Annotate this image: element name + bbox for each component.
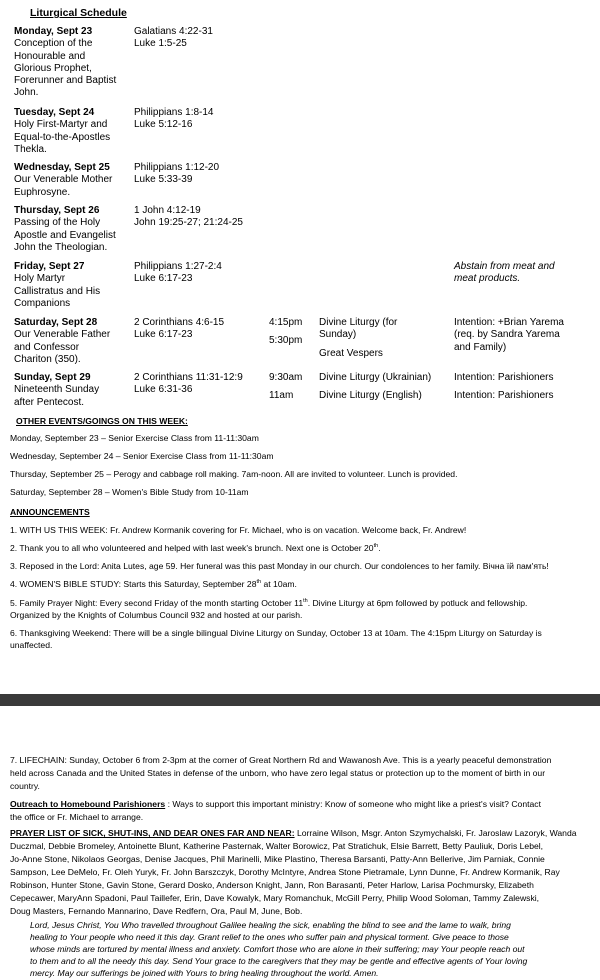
announcement-6: 6. Thanksgiving Weekend: There will be a single bilingual Divine Liturgy on Sunday, October 13 at 10am. The 4:15pm Liturgy on Saturday is — [10, 628, 542, 638]
feast-line: Callistratus and His — [14, 285, 101, 297]
service-name: Divine Liturgy (Ukrainian) — [319, 372, 432, 383]
prayer-list-line: Doug Masters, Fernando Mannarino, Dave Redfern, Ora, Paul M, June, Bob. — [10, 906, 303, 916]
feast-line: Passing of the Holy — [14, 217, 101, 229]
ordinal-suffix: th — [303, 598, 308, 605]
reading: Luke 6:31-36 — [134, 384, 193, 396]
announcement-text: . — [378, 543, 381, 553]
reading: Galatians 4:22-31 — [134, 26, 213, 37]
service-name: Sunday) — [319, 329, 357, 341]
reading: 2 Corinthians 4:6-15 — [134, 317, 225, 328]
intention: and Family) — [454, 341, 507, 353]
reading: Luke 6:17-23 — [134, 273, 193, 285]
day-label: Monday, Sept 23 — [14, 26, 93, 37]
page-divider — [0, 694, 600, 706]
lifechain-line: 7. LIFECHAIN: Sunday, October 6 from 2-3pm at the corner of Great Northern Rd and Wawanosh Ave. This is a yearly peaceful demonstration — [10, 755, 552, 765]
reading: 1 John 4:12-19 — [134, 205, 201, 216]
prayer-list-line: Sampson, Lee DeMelo, Fr. Oleh Yuryk, Fr. John Barszczyk, Dorothy McIntyre, Andrea Stone Pietramale, Lynn Dunne, Fr. Andrew Kormanik, Ray — [10, 867, 560, 877]
reading: John 19:25-27; 21:24-25 — [134, 217, 243, 229]
feast-line: Equal-to-the-Apostles — [14, 131, 111, 143]
feast-line: Thekla. — [14, 143, 47, 155]
service-time: 11am — [269, 390, 294, 402]
reading: Philippians 1:12-20 — [134, 162, 220, 173]
events-title: OTHER EVENTS/GOINGS ON THIS WEEK: — [16, 416, 188, 426]
reading: Philippians 1:8-14 — [134, 107, 214, 118]
ordinal-suffix: th — [373, 543, 379, 550]
service-name: Divine Liturgy (English) — [319, 390, 422, 402]
prayer-line: Lord, Jesus Christ, You Who travelled throughout Galilee healing the sick, enabling the blind to see and the lame to walk, bring — [30, 920, 511, 930]
prayer-list-title: PRAYER LIST OF SICK, SHUT-INS, AND DEAR ONES FAR AND NEAR: — [10, 828, 295, 838]
service-time: 5:30pm — [269, 335, 303, 347]
day-label: Friday, Sept 27 — [14, 261, 85, 272]
intention: Intention: +Brian Yarema — [454, 317, 564, 328]
day-label: Saturday, Sept 28 — [14, 317, 98, 328]
announcement-1: 1. WITH US THIS WEEK: Fr. Andrew Kormanik covering for Fr. Michael, who is on vacation. Welcome back, Fr. Andrew! — [10, 525, 467, 535]
prayer-line: to them and to all the needy this day. Send Your grace to the caregivers that they may be gentle and effective agents of Your loving — [30, 956, 528, 966]
feast-line: Chariton (350). — [14, 353, 81, 365]
prayer-list-line: Robinson, Hunter Stone, Gavin Stone, Gerard Dosko, Anderson Knight, Jann, Ron Barasanti, Peter Harlow, Larisa Pochmursky, Elizabeth — [10, 880, 534, 890]
event-line: Saturday, September 28 – Women's Bible Study from 10-11am — [10, 487, 249, 497]
bulletin-page-2 — [0, 706, 600, 980]
feast-line: Forerunner and Baptist — [14, 75, 117, 87]
announcement-text: 2. Thank you to all who volunteered and helped with last week's brunch. Next one is October 20 — [10, 543, 374, 553]
intention: Intention: Parishioners — [454, 372, 554, 383]
feast-line: Glorious Prophet, — [14, 62, 92, 74]
day-label: Sunday, Sept 29 — [14, 372, 91, 383]
outreach-title: Outreach to Homebound Parishioners — [10, 799, 166, 809]
schedule-title: Liturgical Schedule — [30, 7, 127, 19]
event-line: Wednesday, September 24 – Senior Exercise Class from 11-11:30am — [10, 451, 274, 461]
announcement-3: 3. Reposed in the Lord: Anita Lutes, age 59. Her funeral was this past Monday in our church. Our condolences to her family. Вічна їй пам'ять! — [10, 561, 549, 571]
intention: Intention: Parishioners — [454, 390, 554, 402]
prayer-list-first-line — [10, 827, 588, 840]
reading: 2 Corinthians 11:31-12:9 — [134, 372, 243, 383]
feast-line: John the Theologian. — [14, 241, 108, 253]
feast-line: Holy First-Martyr and — [14, 119, 108, 131]
service-name: Great Vespers — [319, 347, 383, 359]
service-name: Divine Liturgy (for — [319, 317, 398, 328]
feast-line: John. — [14, 87, 39, 99]
announcements-title: ANNOUNCEMENTS — [10, 507, 90, 517]
prayer-list-line: Jo-Anne Stone, Nikolaos Georgas, Denise Jacques, Phil Marinelli, Mike Plastino, Theresa Barsanti, Patty-Ann Bellerive, Jim Parniak, Connie — [10, 854, 545, 864]
reading: Luke 1:5-25 — [134, 38, 187, 50]
feast-line: after Pentecost. — [14, 396, 85, 408]
announcement-4 — [10, 579, 595, 590]
lifechain-line: held across Canada and the United States in defense of the unborn, who have zero legal status or protection up to the moment of birth in our — [10, 768, 546, 778]
prayer-line: mercy. May our sufferings be joined with Yours to bring healing throughout the world. Amen. — [30, 968, 379, 978]
event-line: Monday, September 23 – Senior Exercise Class from 11-11:30am — [10, 433, 259, 443]
lifechain-line: country. — [10, 781, 40, 791]
day-label: Thursday, Sept 26 — [14, 205, 100, 216]
feast-line: Nineteenth Sunday — [14, 384, 100, 396]
reading: Luke 5:12-16 — [134, 119, 193, 131]
fasting-note: Abstain from meat and — [454, 261, 555, 272]
announcement-text: . Divine Liturgy at 6pm followed by potluck and fellowship. — [307, 598, 528, 608]
prayer-list-line: Duczmal, Debbie Bromeley, Antoinette Blunt, Katherine Pasternak, Walter Borowicz, Pat Stratichuk, Elsie Barrett, Betty Pauliuk, Doris Lebel, — [10, 841, 544, 851]
prayer-line: whose minds are tortured by mental illness and anxiety. Comfort those who are alone in their suffering; may Your people reach out — [30, 944, 525, 954]
announcement-5 — [10, 598, 595, 609]
feast-line: Apostle and Evangelist — [14, 229, 116, 241]
reading: Luke 6:17-23 — [134, 329, 193, 341]
prayer-list-line: Cepecawer, MaryAnn Spadoni, Paul Taillefer, Erin, Dave Kowalyk, Mary Romanchuk, McGill Perry, Philip Wood Soloman, Tammy Zalewski, — [10, 893, 540, 903]
feast-line: and Confessor — [14, 341, 80, 353]
announcement-6-cont: unaffected. — [10, 640, 53, 650]
feast-line: Conception of the — [14, 38, 93, 50]
announcement-5-cont: Organized by the Knights of Columbus Council 932 and hosted at our parish. — [10, 610, 303, 620]
feast-line: Companions — [14, 297, 71, 309]
intention: (req. by Sandra Yarema — [454, 329, 560, 341]
event-line: Thursday, September 25 – Perogy and cabbage roll making. 7am-noon. All are invited to volunteer. Lunch is provided. — [10, 469, 458, 479]
feast-line: Euphrosyne. — [14, 186, 71, 198]
reading: Philippians 1:27-2:4 — [134, 261, 222, 272]
feast-line: Holy Martyr — [14, 273, 66, 285]
announcement-text: 4. WOMEN'S BIBLE STUDY: Starts this Saturday, September 28 — [10, 579, 257, 589]
outreach-line: the office or Fr. Michael to arrange. — [10, 812, 144, 822]
outreach-paragraph — [10, 798, 588, 811]
fasting-note: meat products. — [454, 273, 521, 285]
ordinal-suffix: th — [256, 579, 262, 586]
announcement-text: at 10am. — [261, 579, 297, 589]
day-label: Tuesday, Sept 24 — [14, 107, 95, 118]
feast-line: Our Venerable Mother — [14, 174, 113, 186]
announcement-2 — [10, 543, 595, 554]
announcement-text: 5. Family Prayer Night: Every second Friday of the month starting October 11 — [10, 598, 304, 608]
feast-line: Honourable and — [14, 50, 86, 62]
outreach-text: : Ways to support this important ministry: Know of someone who might like a priest's visit? Contact — [165, 799, 541, 809]
prayer-line: healing to Your people who need it this day. Grant relief to the ones who suffer pain and physical torment. Give peace to those — [30, 932, 509, 942]
day-label: Wednesday, Sept 25 — [14, 162, 110, 173]
reading: Luke 5:33-39 — [134, 174, 193, 186]
feast-line: Our Venerable Father — [14, 329, 111, 341]
service-time: 9:30am — [269, 372, 303, 383]
service-time: 4:15pm — [269, 317, 303, 328]
prayer-list-names: Lorraine Wilson, Msgr. Anton Szymychalski, Fr. Jaroslaw Lazoryk, Wanda — [294, 828, 577, 838]
